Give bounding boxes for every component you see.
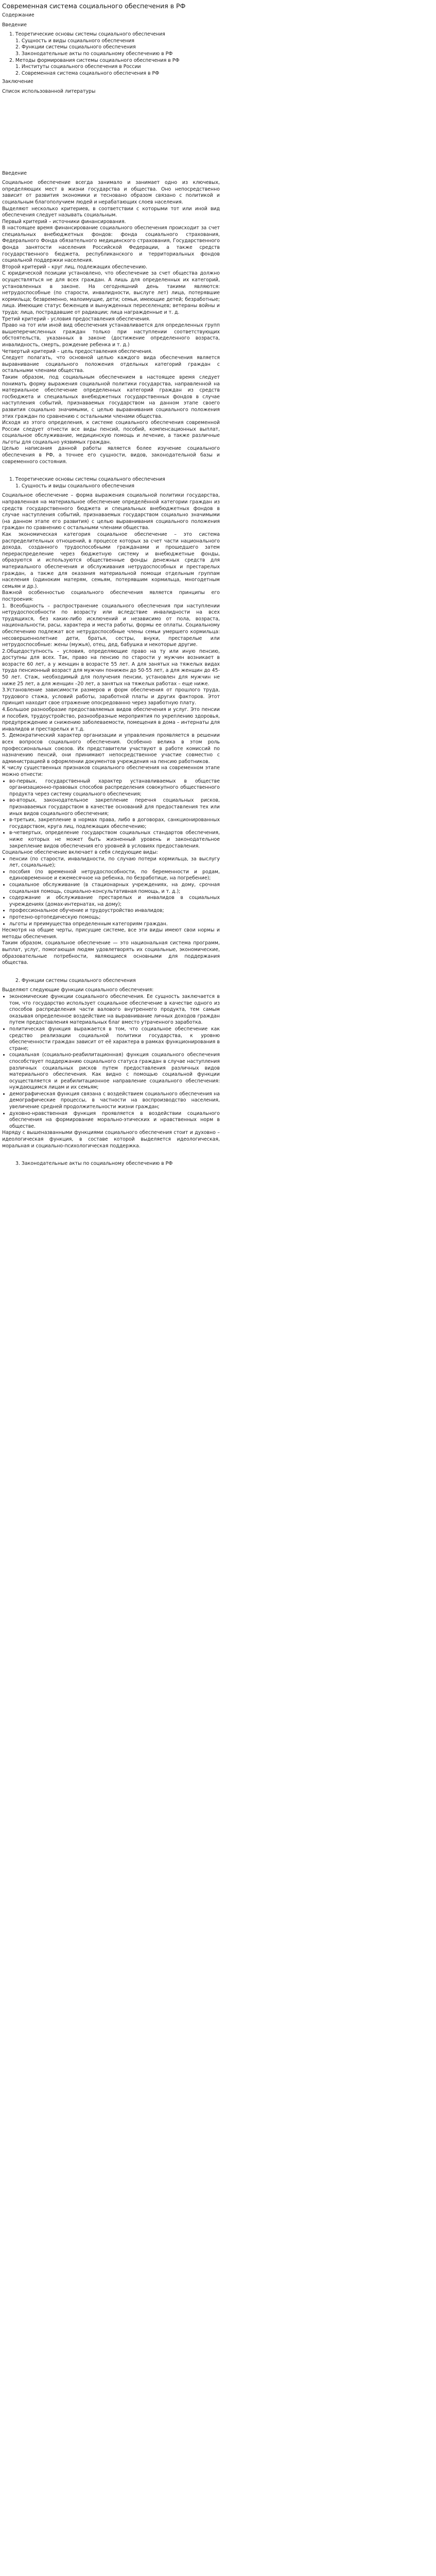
signs-list: [2, 778, 220, 850]
list-item: • духовно-нравственная функция проявляется в воздействии социального обеспечения на формирование морально-этических и нравственных норм в обществе.: [9, 1111, 220, 1130]
body-paragraph: Важной особенностью социального обеспечения является принципы его построения:: [2, 590, 220, 602]
criterion-line: Первый критерий – источники финансирования.: [2, 218, 126, 225]
body-paragraph: Наряду с вышеназванными функциями социального обеспечения стоит и духовно – идеологическая функция, в составе которой выделяется идеологическая, моральная и социально-психологическая поддержка.: [2, 1130, 220, 1149]
toc-item[interactable]: 2. Методы формирования системы социального обеспечения в РФ: [9, 57, 180, 63]
body-paragraph: Социальное обеспечение – форма выражения социальной политики государства, направленная на материальное обеспечение определённой категории граждан из средств государственного бюджета и специальных внебюджетных фондов в случае наступления событий, признаваемых государством социально значимыми (на данном этапе его развития) с целью выравнивания социального положения граждан по сравнению с остальными членами общества.: [2, 493, 220, 531]
intro-paragraph: Выделяют несколько критериев, в соответствии с которыми тот или иной вид обеспечения следует называть социальным.: [2, 206, 220, 218]
kinds-list: [2, 856, 220, 928]
criterion-line: Третий критерий - условия предоставления обеспечения.: [2, 316, 151, 322]
list-item: • во-первых, государственный характер устанавливаемых в обществе организационно-правовых способов распределения совокупного общественного продукта через систему социального обеспечения;: [9, 778, 220, 798]
body-paragraph: Социальное обеспечение включает в себя следующие виды:: [2, 850, 158, 856]
criterion-line: Второй критерий – круг лиц, подлежащих обеспечению.: [2, 264, 148, 270]
subsection-heading: 2. Функции системы социального обеспечения: [15, 977, 136, 984]
document-page: [0, 0, 220, 1175]
list-item: • содержание и обслуживание престарелых и инвалидов в социальных учреждениях (домах-интернатах, на дому);: [9, 895, 220, 908]
intro-paragraph: Следует полагать, что основной целью каждого вида обеспечения является выравнивание социального положения отдельных категорий граждан с остальными членами общества.: [2, 355, 220, 374]
intro-paragraph: Таким образом, под социальным обеспечением в настоящее время следует понимать форму выражения социальной политики государства, направленной на материальное обеспечение определенных категорий граждан из средств госбюджета и специальных внебюджетных государственных фондов в случае наступления событий, признаваемых государством на данном этапе своего развития социально значимыми, с целью выравнивания социального положения этих граждан по сравнению с остальными членами общества.: [2, 374, 220, 419]
subsection-heading: 3. Законодательные акты по социальному обеспечению в РФ: [15, 1161, 173, 1167]
list-item: • протезно-ортопедическую помощь;: [9, 914, 220, 921]
list-item: • политическая функция выражается в том, что социальное обеспечение как средство реализации социальной политики государства, к уровню обеспеченности граждан зависит от её характера в рамках функционирования в стране;: [9, 1026, 220, 1052]
toc-list: [2, 31, 220, 77]
principle-paragraph: 3.Установление зависимости размеров и форм обеспечения от прошлого труда, трудового стажа, условий работы, заработной платы и других факторов. Этот принцип находит свое отражение опосредованно через заработную плату.: [2, 687, 220, 706]
list-item: • социальное обслуживание (в стационарных учреждениях, на дому, срочная социальная помощь, социально-консультативная помощь, и т. д.);: [9, 882, 220, 895]
intro-paragraph: Право на тот или иной вид обеспечения устанавливается для определенных групп вышеперечисленных граждан только при наступлении соответствующих обстоятельств, указанных в законе (достижение определенного возраста, инвалидность, смерть, рождение ребенка и т. д.): [2, 323, 220, 348]
toc-item-conclusion[interactable]: Заключение: [2, 79, 33, 85]
principle-paragraph: 5. Демократический характер организации и управления проявляется в решении всех вопросов социального обеспечения. Особенно велика в этом роль профессиональных союзов. Их представители участвуют в работе комиссий по назначению пенсий, они принимают непосредственное участие совместно с администрацией в оформлении документов учреждения на пенсию работников.: [2, 733, 220, 765]
intro-paragraph: С юридической позиции установлено, что обеспечение за счет общества должно осуществляться не для всех граждан. А лишь для определенных их категорий, установленных в законе. На сегодняшний день такими являются: нетрудоспособные (по старости, инвалидности, выслуге лет) лица, потерявшие кормильца; безвременно, малоимущие, дети; семьи, имеющие детей; безработные; лица. Имеющие статус беженцев и вынужденных переселенцев; ветераны войны и труда; лица, пострадавшие от радиации; лица награжденные и т. д.: [2, 270, 220, 315]
list-item: • во-вторых, законодательное закрепление перечня социальных рисков, признаваемых государством в качестве оснований для предоставления тех или иных видов социального обеспечения;: [9, 798, 220, 817]
criterion-line: Четвертый критерий – цель предоставления обеспечения.: [2, 348, 153, 354]
body-paragraph: Несмотря на общие черты, присущие системе, все эти виды имеют свои нормы и методы обеспечения.: [2, 927, 220, 940]
list-item: • пособия (по временной нетрудоспособности, по беременности и родам, единовременное и ежемесячное на ребенка, по безработице, на погребение);: [9, 869, 220, 882]
intro-paragraph: Социальное обеспечение всегда занимало и занимает одно из ключевых, определяющих мест в жизни государства и общества. Оно непосредственно зависит от развития экономики и тесновано образом связано с политикой и социальным благополучием людей и нерабатающих слоев населения.: [2, 180, 220, 205]
list-item: • пенсии (по старости, инвалидности, по случаю потери кормильца, за выслугу лет, социальные);: [9, 856, 220, 869]
list-item: • экономические функции социального обеспечения. Ее сущность заключается в том, что государство использует социальное обеспечение в качестве одного из способов распределения части валового внутреннего продукта, тем самым оказывая определенное воздействие на выравнивание личных доходов граждан путем предоставления материальных благ вместо утраченного заработка.: [9, 994, 220, 1026]
principle-paragraph: 2.Общедоступность – условия, определяющие право на ту или иную пенсию, доступны для всех. Так, право на пенсию по старости у мужчин возникает в возрасте 60 лет, а у женщин в возрасте 55 лет. А для занятых на тяжелых видах труда пенсионный возраст для мужчин понижен до 50-55 лет, а для женщин до 45-50 лет. Стаж, необходимый для получения пенсии, установлен для мужчин не ниже 25 лет, а для женщин –20 лет, а занятых на тяжелых работах – еще ниже.: [2, 648, 220, 687]
list-item: • льготы и преимущества определенным категориям граждан.: [9, 921, 220, 928]
principle-paragraph: 1. Всеобщность – распространение социального обеспечения при наступлении нетрудоспособности по возрасту или вследствие инвалидности на всех трудящихся, без каких-либо исключений и независимо от пола, возраста, национальности, расы, характера и места работы, формы ее оплаты. Социальному обеспечению подлежат все нетрудоспособные члены семьи умершего кормильца: несовершеннолетние дети, братья, сестры, внуки, престарелые или нетрудоспособные: жены (мужья), отец, дед, бабушка и некоторые другие.: [2, 603, 220, 648]
body-paragraph: Выделяют следующие функции социального обеспечения:: [2, 987, 154, 993]
list-item: • социальная (социально-реабилитационная) функция социального обеспечения способствует поддержанию социального статуса граждан в случае наступления различных социальных рисков путем предоставления различных видов материального обеспечения. Как видно с помощью социальной функции осуществляется и реабилитационное направление социального обеспечения: нуждающимся лицам и их семьям;: [9, 1052, 220, 1091]
body-paragraph: Таким образом, социальное обеспечение — это национальная система программ, выплат, услуг, помогающая людям удовлетворять их социальные, экономические, образовательные потребности, являющиеся основными для поддержания общества.: [2, 940, 220, 966]
intro-paragraph: В настоящее время финансирование социального обеспечения происходит за счет специальных внебюджетных фондов: фонда социального страхования, Федерального Фонда обязательного медицинского страхования, Государственного фонда занятости населения Российской Федерации, а также средств государственного бюджета, республиканского и территориальных фондов социальной поддержки населения.: [2, 225, 220, 264]
toc-item[interactable]: 1. Теоретические основы системы социального обеспечения: [9, 31, 165, 38]
intro-paragraph: Исходя из этого определения, к системе социального обеспечения современной России следует отнести все виды пенсий, пособий, компенсационных выплат, социальное обслуживание, медицинскую помощь и лечение, а также различные льготы для социально уязвимых граждан.: [2, 420, 220, 445]
subsection-heading: 1. Сущность и виды социального обеспечения: [15, 483, 135, 489]
toc-item[interactable]: 2. Современная система социального обеспечения в РФ: [15, 70, 160, 76]
intro-paragraph: Целью написания данной работы является более изучение социального обеспечения в РФ, а точнее его сущности, видов, законодательной базы и современного состояния.: [2, 446, 220, 465]
body-paragraph: К числу существенных признаков социального обеспечения на современном этапе можно отнести:: [2, 765, 220, 777]
toc-item[interactable]: 3. Законодательные акты по социальному обеспечению в РФ: [15, 50, 173, 57]
list-item: • в-третьих, закрепление в нормах права, либо в договорах, санкционированных государством, круга лиц, подлежащих обеспечению;: [9, 817, 220, 830]
document-title: Современная система социального обеспечения в РФ: [2, 2, 186, 10]
intro-heading: Введение: [2, 170, 27, 176]
list-item: • в-четвертых, определение государством социальных стандартов обеспечения, ниже которых не может быть жизненный уровень и законодательное закрепление видов обеспечения его уровней в условиях предоставления.: [9, 830, 220, 850]
functions-list: [2, 994, 220, 1130]
principle-paragraph: 4.Большое разнообразие предоставляемых видов обеспечения и услуг. Это пенсии и пособия, трудоустройство, разнообразные мероприятия по укреплению здоровья, предупреждению и снижению заболеваемости, помещения в дома – интернаты для инвалидов и престарелых и т.д.: [2, 707, 220, 732]
toc-item[interactable]: 1. Сущность и виды социального обеспечения: [15, 38, 135, 44]
toc-item[interactable]: 2. Функции системы социального обеспечения: [15, 44, 136, 50]
section-heading: 1. Теоретические основы системы социального обеспечения: [9, 477, 165, 483]
toc-item-references[interactable]: Список использованной литературы: [2, 88, 96, 94]
toc-item[interactable]: 1. Институты социального обеспечения в России: [15, 64, 141, 70]
toc-heading: Содержание: [2, 12, 34, 18]
body-paragraph: Как экономическая категория социальное обеспечение – это система распределительных отношений, в процессе которых за счет части национального дохода, созданного трудоспособными гражданами и прошедшего затем перераспределение через бюджетную систему и внебюджетные фонды, образуются и используются общественные фонды денежных средств для материального обеспечения и обслуживания нетрудоспособных и престарелых граждан, а также для оказания материальной помощи отдельным группам населения (одиноким матерям, семьям, потерявшим кормильца, многодетным семьям и др.).: [2, 532, 220, 589]
toc-item-intro[interactable]: Введение: [2, 22, 27, 28]
list-item: • профессиональное обучение и трудоустройство инвалидов;: [9, 908, 220, 914]
list-item: • демографическая функция связана с воздействием социального обеспечения на демографические процессы, в частности на воспроизводство населения, увеличение средней продолжительности жизни граждан;: [9, 1091, 220, 1111]
